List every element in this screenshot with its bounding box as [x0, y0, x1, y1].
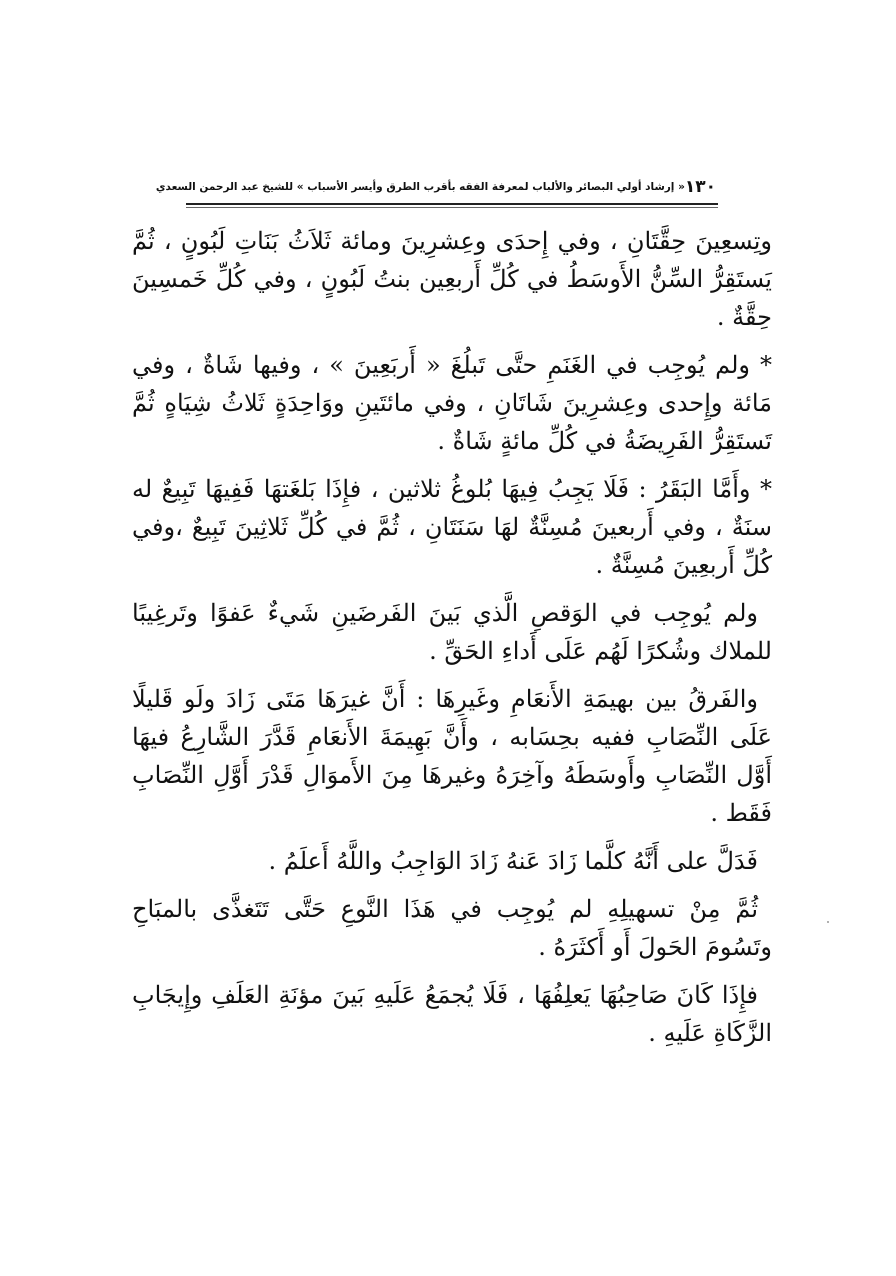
paragraph-conclusion: فَدَلَّ على أَنَّهُ كلَّما زَادَ عَنهُ زَادَ الوَاجِبُ واللَّهُ أَعلَمُ .	[268, 847, 758, 875]
paragraph-grazing: ثُمَّ مِنْ تسهيلِهِ لم يُوجِب في هَذَا النَّوعِ حَتَّى تَتَغذَّى بالمبَاحِ وتَسُومَ الحَولَ أَو أَكثَرَهُ .	[132, 895, 772, 961]
page-header	[155, 176, 716, 198]
header-rule	[186, 203, 718, 205]
paragraph-cattle: * وأَمَّا البَقَرُ : فَلَا يَجِبُ فِيهَا بُلوغُ ثلاثين ، فإِذَا بَلغَتهَا فَفِيهَا تَبِيعٌ له سنَةٌ ، وفي أَربعينَ مُسِنَّةٌ لهَا سَنَتَانِ ، ثُمَّ في كُلِّ ثَلاثِينَ تَبِيعٌ ،وفي كُلِّ أَربعِينَ مُسِنَّةٌ .	[132, 475, 772, 579]
paragraph-waqs: ولم يُوجِب في الوَقصِ الَّذي بَينَ الفَرضَينِ شَيءٌ عَفوًا وتَرغِيبًا للملاك وشُكرًا لَهُم عَلَى أَداءِ الحَقِّ .	[132, 599, 772, 665]
paragraph-sheep: * ولم يُوجِب في الغَنَمِ حتَّى تَبلُغَ « أَربَعِينَ » ، وفيها شَاةٌ ، وفي مَائة وإِحدى وعِشرِينَ شَاتَانِ ، وفي مائتَينِ ووَاحِدَةٍ ثَلاثُ شِيَاهٍ ثُمَّ تَستَقِرُّ الفَرِيضَةُ في كُلِّ مائةٍ شَاةٌ .	[132, 351, 772, 455]
scan-speck	[827, 921, 829, 923]
header-rule-thin	[186, 207, 718, 208]
paragraph-feeding: فإِذَا كَانَ صَاحِبُهَا يَعلِفُهَا ، فَلَا يُجمَعُ عَلَيهِ بَينَ مؤنَةِ العَلَفِ وإِيجَابِ الزَّكَاةِ عَلَيهِ .	[132, 981, 772, 1047]
paragraph-difference: والفَرقُ بين بهيمَةِ الأَنعَامِ وغَيرِهَا : أَنَّ غيرَهَا مَتَى زَادَ ولَو قَليلًا عَلَى النِّصَابِ ففيه بحِسَابه ، وأَنَّ بَهِيمَةَ الأَنعَامِ قَدَّرَ الشَّارِعُ فيهَا أَوَّل النِّصَابِ وأَوسَطَهُ وآخِرَهُ وغيرهَا مِنَ الأَموَالِ قَدْرَ أَوَّلِ النِّصَابِ فَقَط .	[132, 685, 772, 827]
running-title: « إرشاد أولي البصائر والألباب لمعرفة الفقه بأقرب الطرق وأيسر الأسباب » للشيخ عبد الرحمن السعدي	[155, 181, 685, 193]
page-body	[132, 222, 772, 1062]
page-number: ١٣٠	[684, 177, 716, 197]
paragraph-camels-continued: وتِسعِينَ حِقَّتَانِ ، وفي إِحدَى وعِشرِينَ ومائة ثَلاَثُ بَنَاتِ لَبُونٍ ، ثُمَّ يَستَقِرُّ السِّنُّ الأَوسَطُ في كُلِّ أَربعِين بنتُ لَبُونٍ ، وفي كُلِّ خَمسِينَ حِقَّةٌ .	[132, 227, 772, 331]
